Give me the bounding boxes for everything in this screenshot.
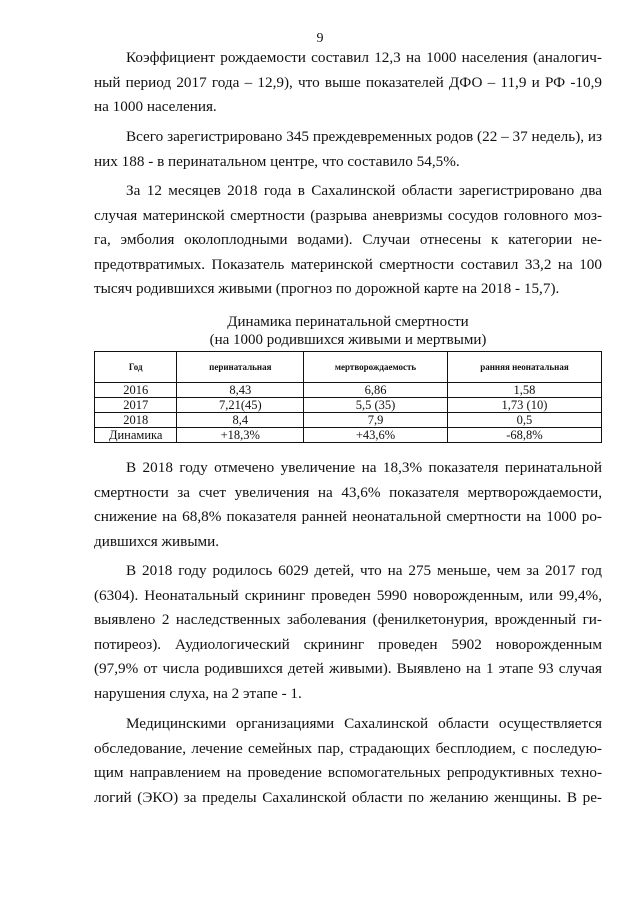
table-row: [95, 428, 602, 443]
text-line: нарушения слуха, на 2 этапе - 1.: [94, 684, 302, 702]
text-line: га, эмболия околоплодными водами). Случаи отнесены к категории не-: [94, 231, 602, 248]
text-line: ный период 2017 года – 12,9), что выше показателей ДФО – 11,9 и РФ -10,9: [94, 73, 602, 91]
table-cell: 2017: [95, 398, 177, 413]
text-line: тысяч родившихся живыми (прогноз по дорожной карте на 2018 - 15,7).: [94, 280, 560, 297]
paragraph-birth-rate: [94, 46, 602, 120]
text-line: Медицинскими организациями Сахалинской области осуществляется: [126, 715, 602, 732]
header-early-neonatal: ранняя неонатальная: [447, 352, 601, 383]
table-cell: 5,5 (35): [304, 398, 448, 413]
text-line: Коэффициент рождаемости составил 12,3 на 1000 населения (аналогич-: [126, 49, 602, 66]
text-line: обследование, лечение семейных пар, страдающих бесплодием, с последую-: [94, 739, 602, 757]
header-year: Год: [95, 352, 177, 383]
table-title: Динамика перинатальной смертности: [227, 314, 469, 330]
page-number: 9: [316, 31, 324, 46]
text-line: дившихся живыми.: [94, 532, 220, 550]
table-cell: 1,73 (10): [447, 398, 601, 413]
table-cell: +18,3%: [177, 428, 304, 443]
text-line: на 1000 населения.: [94, 98, 217, 115]
header-perinatal: перинатальная: [177, 352, 304, 383]
perinatal-mortality-table: [94, 351, 602, 443]
text-line: логий (ЭКО) за пределы Сахалинской области по желанию женщины. В ре-: [94, 788, 602, 806]
text-line: щим направлением на проведение вспомогательных репродуктивных техно-: [94, 764, 602, 781]
text-line: снижение на 68,8% показателя ранней неонатальной смертности на 1000 ро-: [94, 508, 602, 525]
text-line: потиреоз). Аудиологический скрининг проведен 5902 новорожденным: [94, 635, 602, 653]
table-row: [95, 413, 602, 428]
table-cell: 8,4: [177, 413, 304, 428]
paragraph-maternal-mortality: [94, 179, 602, 302]
table-row: [95, 398, 602, 413]
table-cell: +43,6%: [304, 428, 448, 443]
paragraph-births-screening: [94, 559, 602, 706]
text-line: (6304). Неонатальный скрининг проведен 5990 новорожденным, или 99,4%,: [94, 586, 602, 604]
text-line: смертности за счет увеличения на 43,6% показателя мертворождаемости,: [94, 483, 602, 501]
table-cell: 2016: [95, 383, 177, 398]
text-line: выявлено 2 наследственных заболевания (фенилкетонурия, врожденный ги-: [94, 611, 602, 628]
table-header-row: [95, 352, 602, 383]
table-cell: 7,21(45): [177, 398, 304, 413]
text-line: Всего зарегистрировано 345 преждевременных родов (22 – 37 недель), из: [126, 128, 602, 145]
text-line: (97,9% от числа родившихся детей живыми). Выявлено на 1 этапе 93 случая: [94, 660, 602, 677]
text-line: За 12 месяцев 2018 года в Сахалинской области зарегистрировано два: [126, 182, 602, 199]
paragraph-perinatal-increase: [94, 456, 602, 554]
paragraph-premature-births: [94, 125, 602, 174]
table-cell: 0,5: [447, 413, 601, 428]
text-line: случая материнской смертности (разрыва аневризмы сосудов головного моз-: [94, 206, 602, 224]
table-cell: 7,9: [304, 413, 448, 428]
text-line: них 188 - в перинатальном центре, что составило 54,5%.: [94, 152, 460, 170]
table-subtitle: (на 1000 родившихся живыми и мертвыми): [209, 332, 487, 348]
table-cell: 1,58: [447, 383, 601, 398]
table-cell: Динамика: [95, 428, 177, 443]
table-cell: -68,8%: [447, 428, 601, 443]
table-caption: [94, 313, 602, 349]
text-line: предотвратимых. Показатель материнской смертности составил 33,2 на 100: [94, 255, 602, 273]
table-row: [95, 383, 602, 398]
paragraph-infertility: [94, 712, 602, 810]
header-stillbirth: мертворождаемость: [304, 352, 448, 383]
text-line: В 2018 году отмечено увеличение на 18,3% показателя перинатальной: [126, 459, 602, 476]
table-cell: 6,86: [304, 383, 448, 398]
table-cell: 8,43: [177, 383, 304, 398]
table-cell: 2018: [95, 413, 177, 428]
text-line: В 2018 году родилось 6029 детей, что на 275 меньше, чем за 2017 год: [126, 562, 602, 579]
